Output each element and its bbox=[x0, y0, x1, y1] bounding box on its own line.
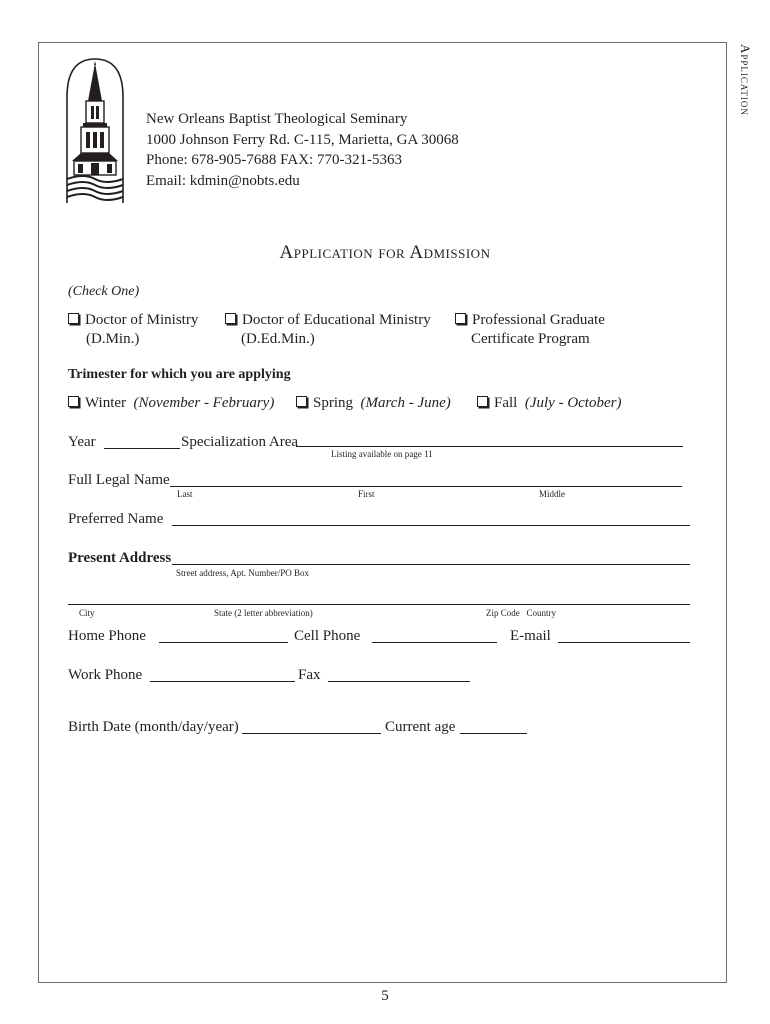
trimester-heading: Trimester for which you are applying bbox=[68, 367, 291, 382]
current-age-label: Current age bbox=[385, 719, 456, 735]
page-number: 5 bbox=[381, 988, 389, 1004]
year-label: Year bbox=[68, 434, 96, 450]
trimester-months: (November - February) bbox=[133, 395, 275, 411]
work-phone-field[interactable] bbox=[150, 681, 295, 682]
institution-email: Email: kdmin@nobts.edu bbox=[146, 172, 300, 189]
city-hint: City bbox=[79, 608, 95, 618]
institution-phone-fax: Phone: 678-905-7688 FAX: 770-321-5363 bbox=[146, 152, 402, 168]
email-label: E-mail bbox=[510, 628, 551, 644]
fax-label: Fax bbox=[298, 667, 321, 683]
form-title: Application for Admission bbox=[279, 242, 491, 263]
email-field[interactable] bbox=[558, 642, 690, 643]
institution-address: 1000 Johnson Ferry Rd. C-115, Marietta, GA 30068 bbox=[146, 131, 459, 148]
street-address-field[interactable] bbox=[172, 564, 690, 565]
trimester-label: Fall bbox=[494, 395, 518, 411]
institution-name: New Orleans Baptist Theological Seminary bbox=[146, 111, 408, 127]
checkbox-icon[interactable] bbox=[225, 313, 236, 324]
home-phone-field[interactable] bbox=[159, 642, 288, 643]
trimester-months: (March - June) bbox=[360, 395, 451, 411]
work-phone-label: Work Phone bbox=[68, 667, 143, 683]
city-state-zip-field[interactable] bbox=[68, 604, 690, 605]
present-address-label: Present Address bbox=[68, 550, 172, 566]
program-option-dmin[interactable] bbox=[68, 311, 198, 349]
year-field[interactable] bbox=[104, 448, 180, 449]
trimester-option-spring[interactable] bbox=[296, 395, 451, 412]
checkbox-icon[interactable] bbox=[296, 396, 307, 407]
cell-phone-label: Cell Phone bbox=[294, 628, 361, 644]
check-one-note: (Check One) bbox=[68, 284, 140, 299]
checkbox-icon[interactable] bbox=[68, 313, 79, 324]
state-hint: State (2 letter abbreviation) bbox=[214, 608, 313, 618]
full-legal-name-field[interactable] bbox=[170, 486, 682, 487]
trimester-option-fall[interactable] bbox=[477, 395, 621, 412]
birth-date-label: Birth Date (month/day/year) bbox=[68, 719, 239, 735]
program-option-dedmin[interactable] bbox=[225, 311, 431, 349]
name-middle-hint: Middle bbox=[539, 489, 565, 499]
checkbox-icon[interactable] bbox=[68, 396, 79, 407]
checkbox-icon[interactable] bbox=[477, 396, 488, 407]
checkbox-icon[interactable] bbox=[455, 313, 466, 324]
trimester-label: Winter bbox=[85, 395, 127, 411]
current-age-field[interactable] bbox=[460, 733, 527, 734]
program-label: Professional Graduate bbox=[472, 312, 605, 328]
trimester-label: Spring bbox=[313, 395, 354, 411]
cell-phone-field[interactable] bbox=[372, 642, 497, 643]
program-sublabel: Certificate Program bbox=[471, 331, 590, 347]
fax-field[interactable] bbox=[328, 681, 470, 682]
zip-country-hint: Zip Code Country bbox=[486, 608, 556, 618]
name-last-hint: Last bbox=[177, 489, 193, 499]
institution-address-block bbox=[146, 109, 459, 191]
home-phone-label: Home Phone bbox=[68, 628, 146, 644]
birth-date-field[interactable] bbox=[242, 733, 381, 734]
program-option-certificate[interactable] bbox=[455, 311, 605, 349]
name-first-hint: First bbox=[358, 489, 375, 499]
trimester-months: (July - October) bbox=[524, 395, 622, 411]
church-steeple-logo-icon bbox=[64, 57, 126, 205]
preferred-name-label: Preferred Name bbox=[68, 511, 164, 527]
program-sublabel: (D.Ed.Min.) bbox=[241, 331, 315, 347]
program-sublabel: (D.Min.) bbox=[86, 331, 140, 347]
street-address-hint: Street address, Apt. Number/PO Box bbox=[176, 568, 309, 578]
specialization-field[interactable] bbox=[296, 446, 683, 447]
preferred-name-field[interactable] bbox=[172, 525, 690, 526]
trimester-option-winter[interactable] bbox=[68, 395, 274, 412]
program-label: Doctor of Ministry bbox=[85, 312, 199, 328]
specialization-label: Specialization Area bbox=[181, 434, 299, 450]
side-section-label: Application bbox=[738, 44, 753, 116]
full-legal-name-label: Full Legal Name bbox=[68, 472, 170, 488]
program-label: Doctor of Educational Ministry bbox=[242, 312, 431, 328]
specialization-hint: Listing available on page 11 bbox=[331, 449, 433, 459]
